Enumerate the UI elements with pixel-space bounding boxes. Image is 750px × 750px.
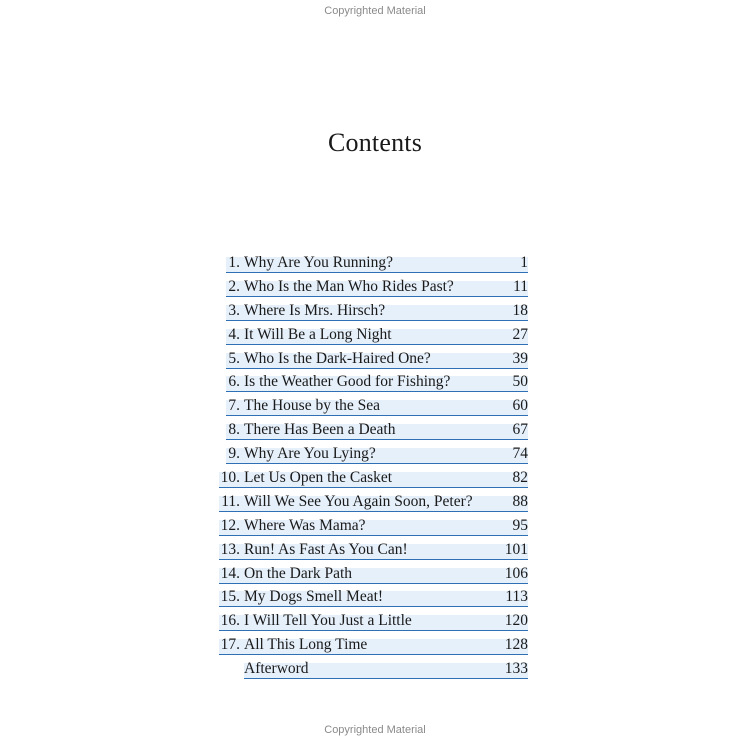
table-of-contents	[212, 253, 530, 683]
toc-entry-title[interactable]: All This Long Time	[244, 636, 368, 654]
toc-entry[interactable]	[212, 444, 530, 468]
toc-entry-title[interactable]: On the Dark Path	[244, 564, 353, 582]
toc-entry[interactable]	[212, 301, 530, 325]
toc-entry[interactable]	[212, 659, 530, 683]
toc-entry[interactable]	[212, 349, 530, 373]
toc-entry-page[interactable]: 60	[512, 397, 528, 415]
toc-entry-title[interactable]: Will We See You Again Soon, Peter?	[244, 492, 473, 510]
toc-entry-number: 2.	[228, 277, 240, 295]
toc-entry-number: 7.	[228, 397, 240, 415]
toc-entry[interactable]	[212, 564, 530, 588]
toc-entry-page[interactable]: 74	[512, 445, 528, 463]
toc-entry[interactable]	[212, 635, 530, 659]
toc-entry-page[interactable]: 120	[504, 612, 528, 630]
toc-entry-number: 1.	[228, 254, 240, 271]
toc-entry[interactable]	[212, 611, 530, 635]
toc-entry-number: 17.	[220, 636, 240, 654]
toc-entry[interactable]	[212, 516, 530, 540]
toc-entry-page[interactable]: 1	[520, 254, 528, 271]
page-title: Contents	[327, 128, 423, 157]
toc-entry[interactable]	[212, 372, 530, 396]
toc-entry-number: 8.	[228, 421, 240, 439]
toc-entry[interactable]	[212, 277, 530, 301]
toc-entry-page[interactable]: 88	[512, 492, 528, 510]
toc-entry-title[interactable]: Let Us Open the Casket	[244, 469, 393, 487]
toc-entry-title[interactable]: My Dogs Smell Meat!	[244, 588, 384, 606]
toc-entry-title[interactable]: Where Is Mrs. Hirsch?	[244, 301, 386, 319]
toc-entry-title[interactable]: There Has Been a Death	[244, 421, 396, 439]
toc-entry-title[interactable]: The House by the Sea	[244, 397, 381, 415]
toc-entry-page[interactable]: 128	[504, 636, 528, 654]
toc-entry-title[interactable]: Run! As Fast As You Can!	[244, 540, 408, 558]
toc-entry-page[interactable]: 106	[504, 564, 528, 582]
toc-entry-number: 13.	[220, 540, 240, 558]
toc-entry[interactable]	[212, 253, 530, 277]
toc-entry-page[interactable]: 82	[512, 469, 528, 487]
toc-entry-page[interactable]: 95	[512, 516, 528, 534]
toc-entry-page[interactable]: 101	[504, 540, 528, 558]
toc-entry-number: 11.	[221, 492, 240, 510]
toc-entry[interactable]	[212, 325, 530, 349]
toc-entry-number: 9.	[228, 445, 240, 463]
toc-entry-page[interactable]: 11	[513, 277, 528, 295]
toc-entry-number: 10.	[220, 469, 240, 487]
toc-entry-number: 15.	[220, 588, 240, 606]
toc-entry-title[interactable]: It Will Be a Long Night	[244, 325, 392, 343]
toc-entry-title[interactable]: Why Are You Running?	[244, 254, 393, 271]
toc-entry-page[interactable]: 113	[505, 588, 528, 606]
toc-entry-title[interactable]: Where Was Mama?	[244, 516, 366, 534]
toc-entry-page[interactable]: 39	[512, 349, 528, 367]
toc-entry-page[interactable]: 133	[504, 660, 528, 678]
toc-entry-number: 14.	[220, 564, 240, 582]
toc-entry-title[interactable]: Who Is the Man Who Rides Past?	[244, 277, 454, 295]
toc-entry-number: 12.	[220, 516, 240, 534]
toc-entry-title[interactable]: I Will Tell You Just a Little	[244, 612, 412, 630]
copyright-watermark-top: Copyrighted Material	[324, 5, 426, 17]
toc-entry-page[interactable]: 27	[512, 325, 528, 343]
toc-entry-number: 5.	[228, 349, 240, 367]
toc-entry-title[interactable]: Is the Weather Good for Fishing?	[244, 373, 451, 391]
toc-entry[interactable]	[212, 468, 530, 492]
toc-entry-title[interactable]: Why Are You Lying?	[244, 445, 376, 463]
toc-entry[interactable]	[212, 396, 530, 420]
toc-entry[interactable]	[212, 492, 530, 516]
toc-entry-page[interactable]: 50	[512, 373, 528, 391]
toc-entry-page[interactable]: 18	[512, 301, 528, 319]
toc-entry[interactable]	[212, 540, 530, 564]
toc-entry-number: 6.	[228, 373, 240, 391]
toc-entry-number: 16.	[220, 612, 240, 630]
toc-entry-title[interactable]: Who Is the Dark-Haired One?	[244, 349, 431, 367]
copyright-watermark-bottom: Copyrighted Material	[324, 724, 426, 736]
toc-entry-title[interactable]: Afterword	[244, 660, 309, 678]
toc-entry-page[interactable]: 67	[512, 421, 528, 439]
toc-entry-number: 3.	[228, 301, 240, 319]
toc-entry[interactable]	[212, 587, 530, 611]
toc-entry-number: 4.	[228, 325, 240, 343]
toc-entry[interactable]	[212, 420, 530, 444]
